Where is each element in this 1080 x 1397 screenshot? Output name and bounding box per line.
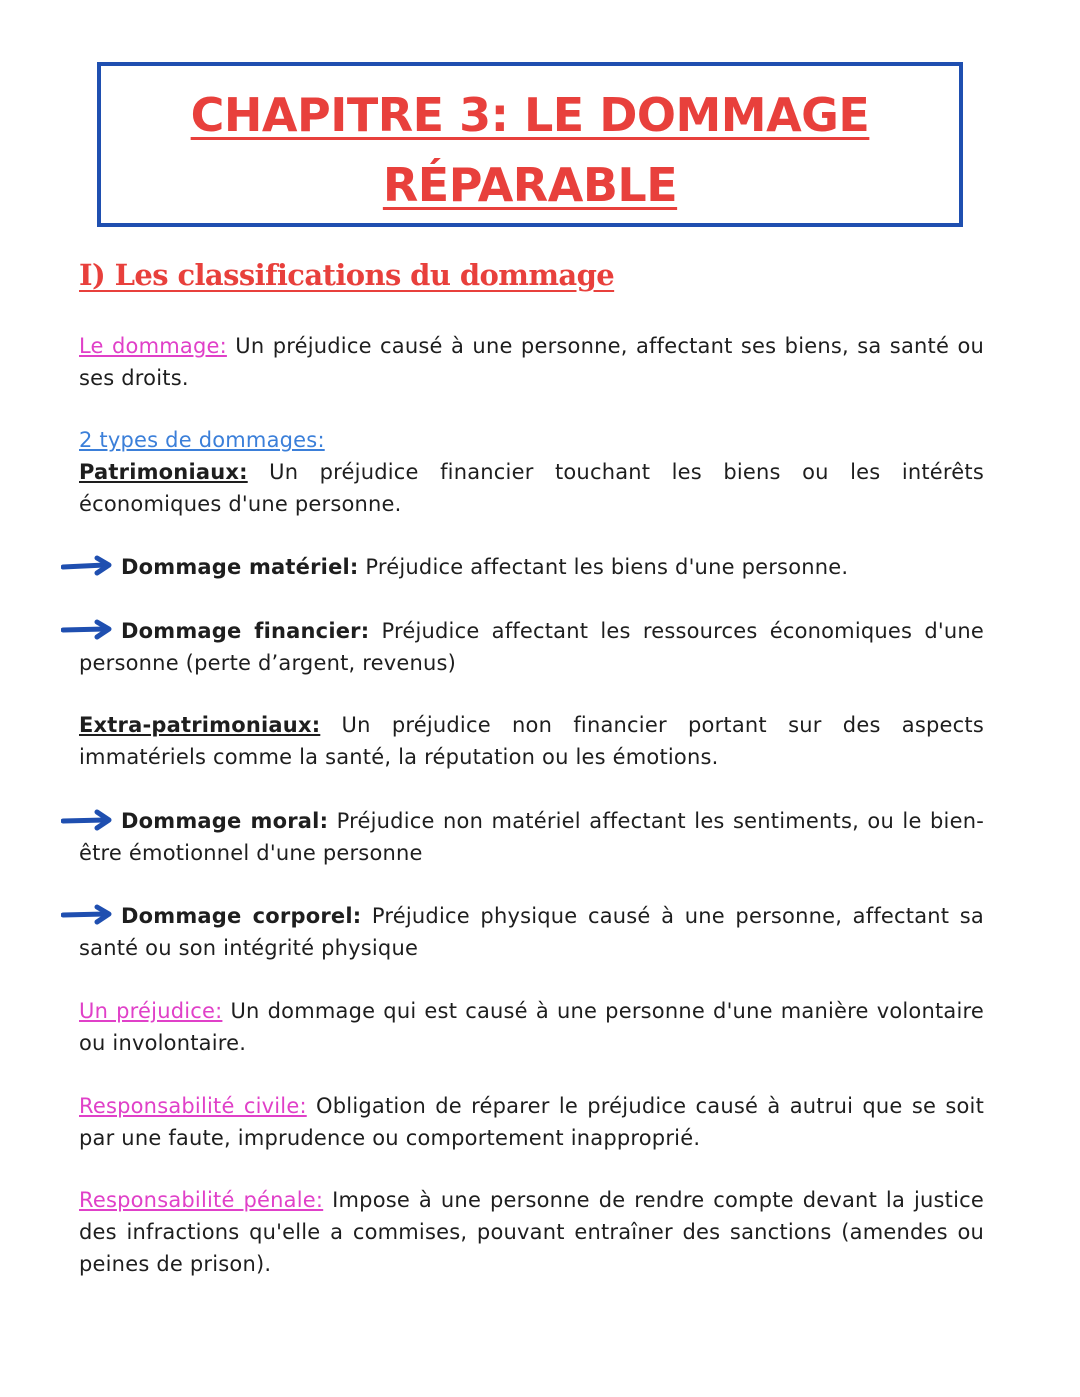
term-extra-patrimoniaux: Extra-patrimoniaux:: [79, 713, 321, 737]
definition-corporel: [79, 900, 984, 964]
term-materiel: Dommage matériel:: [121, 555, 359, 579]
term-moral: Dommage moral:: [121, 809, 329, 833]
definition-dommage: [79, 330, 984, 394]
right-arrow-icon: [61, 809, 113, 831]
term-prejudice: Un préjudice:: [79, 999, 223, 1023]
term-corporel: Dommage corporel:: [121, 904, 362, 928]
text-corporel: Préjudice physique causé à une personne, affectant sa santé ou son intégrité physique: [79, 904, 984, 960]
text-responsabilite-civile: Obligation de réparer le préjudice causé à autrui que se soit par une faute, imprudence ou comportement inapproprié.: [79, 1094, 985, 1150]
right-arrow-icon: [61, 555, 113, 577]
text-responsabilite-penale: Impose à une personne de rendre compte devant la justice des infractions qu'elle a commises, pouvant entraîner des sanctions (amendes ou peines de prison).: [79, 1188, 984, 1276]
definition-patrimoniaux: [79, 456, 984, 520]
term-responsabilite-civile: Responsabilité civile:: [79, 1094, 307, 1118]
definition-responsabilite-civile: [79, 1090, 984, 1154]
right-arrow-icon: [61, 619, 113, 641]
text-moral: Préjudice non matériel affectant les sentiments, ou le bien-être émotionnel d'une personne: [79, 809, 984, 865]
definition-moral: [79, 805, 984, 869]
definition-materiel: [79, 551, 984, 583]
right-arrow-icon: [61, 904, 113, 926]
text-patrimoniaux: Un préjudice financier touchant les biens ou les intérêts économiques d'une personne.: [79, 460, 984, 516]
definition-extra-patrimoniaux: [79, 709, 984, 773]
text-prejudice: Un dommage qui est causé à une personne d'une manière volontaire ou involontaire.: [79, 999, 984, 1055]
text-dommage: Un préjudice causé à une personne, affectant ses biens, sa santé ou ses droits.: [79, 334, 984, 390]
term-responsabilite-penale: Responsabilité pénale:: [79, 1188, 324, 1212]
text-materiel: Préjudice affectant les biens d'une personne.: [358, 555, 849, 579]
title-line-2: RÉPARABLE: [382, 158, 678, 212]
definition-prejudice: [79, 995, 984, 1059]
types-heading: 2 types de dommages:: [79, 428, 325, 452]
term-dommage: Le dommage:: [79, 334, 227, 358]
definition-responsabilite-penale: [79, 1184, 984, 1280]
term-financier: Dommage financier:: [121, 619, 370, 643]
definition-financier: [79, 615, 984, 679]
text-extra-patrimoniaux: Un préjudice non financier portant sur des aspects immatériels comme la santé, la réputation ou les émotions.: [79, 713, 984, 769]
title-line-1: CHAPITRE 3: LE DOMMAGE: [190, 88, 870, 142]
term-patrimoniaux: Patrimoniaux:: [79, 460, 248, 484]
text-financier: Préjudice affectant les ressources économiques d'une personne (perte d’argent, revenus): [79, 619, 984, 675]
title-box: [97, 62, 963, 227]
types-heading-para: [79, 424, 984, 456]
section-heading: I) Les classifications du dommage: [79, 258, 615, 292]
